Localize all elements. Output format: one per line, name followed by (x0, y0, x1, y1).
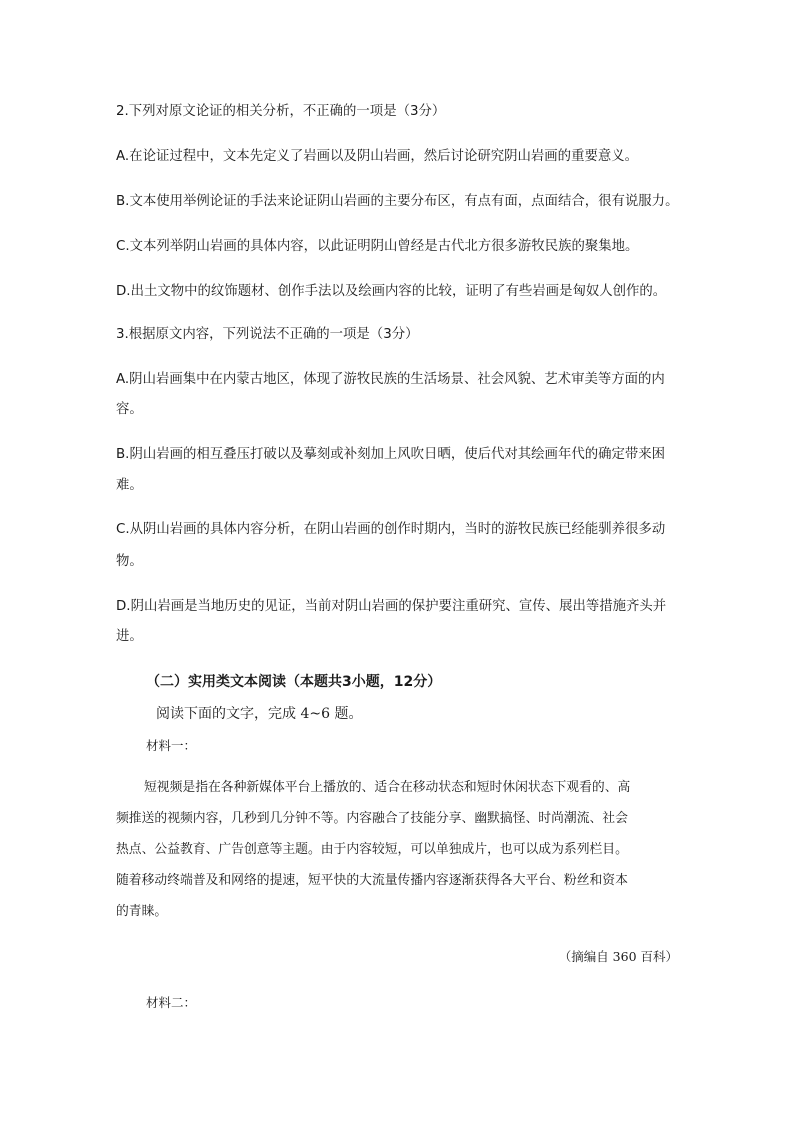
material-1-line: 频推送的视频内容，几秒到几分钟不等。内容融合了技能分享、幽默搞怪、时尚潮流、社会 (116, 811, 628, 826)
section-title: （二）实用类文本阅读（本题共3小题，12分） (146, 674, 442, 690)
question-3-option-a-line-2: 容。 (116, 402, 143, 417)
question-2-option-b: B.文本使用举例论证的手法来论证阴山岩画的主要分布区，有点有面，点面结合，很有说服力。 (116, 194, 679, 209)
question-2-option-d: D.出土文物中的纹饰题材、创作手法以及绘画内容的比较，证明了有些岩画是匈奴人创作的。 (116, 284, 667, 299)
question-2-option-c: C.文本列举阴山岩画的具体内容，以此证明阴山曾经是古代北方很多游牧民族的聚集地。 (116, 239, 639, 254)
question-3-option-a-line-1: A.阴山岩画集中在内蒙古地区，体现了游牧民族的生活场景、社会风貌、艺术审美等方面的内 (116, 372, 665, 387)
question-3-option-c-line-1: C.从阴山岩画的具体内容分析，在阴山岩画的创作时期内，当时的游牧民族已经能驯养很多动 (116, 522, 666, 537)
material-2-label: 材料二： (146, 995, 197, 1010)
section-instruction: 阅读下面的文字，完成 4~6 题。 (156, 706, 363, 722)
material-1-line: 的青睐。 (116, 904, 168, 919)
question-3-option-b-line-1: B.阴山岩画的相互叠压打破以及摹刻或补刻加上风吹日晒，使后代对其绘画年代的确定带来困 (116, 447, 666, 462)
material-1-line: 随着移动终端普及和网络的提速，短平快的大流量传播内容逐渐获得各大平台、粉丝和资本 (116, 873, 628, 888)
material-1-paragraph (116, 778, 688, 933)
question-2-option-a: A.在论证过程中，文本先定义了岩画以及阴山岩画，然后讨论研究阴山岩画的重要意义。 (116, 149, 639, 164)
question-2-stem: 2.下列对原文论证的相关分析，不正确的一项是（3分） (116, 104, 446, 119)
question-3-stem: 3.根据原文内容，下列说法不正确的一项是（3分） (116, 327, 419, 342)
question-3-option-b-line-2: 难。 (116, 478, 143, 493)
question-3-option-d-line-1: D.阴山岩画是当地历史的见证，当前对阴山岩画的保护要注重研究、宣传、展出等措施齐头并 (116, 599, 667, 614)
question-3-option-d-line-2: 进。 (116, 629, 143, 644)
material-1-source: （摘编自 360 百科） (558, 949, 678, 964)
material-1-label: 材料一： (146, 738, 197, 753)
material-1-line: 热点、公益教育、广告创意等主题。由于内容较短，可以单独成片，也可以成为系列栏目。 (116, 842, 628, 857)
material-1-line: 短视频是指在各种新媒体平台上播放的、适合在移动状态和短时休闲状态下观看的、高 (144, 780, 631, 795)
question-3-option-c-line-2: 物。 (116, 554, 143, 569)
